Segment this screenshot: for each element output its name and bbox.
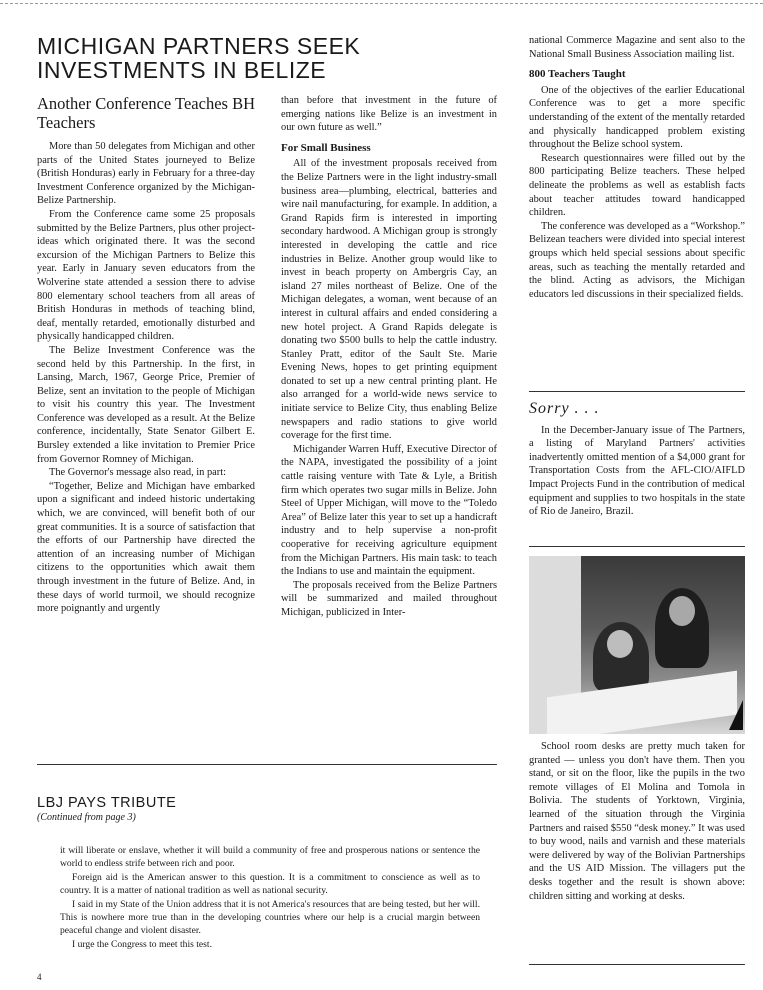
photo-corner-mark	[729, 700, 743, 730]
rule	[529, 964, 745, 965]
headline: MICHIGAN PARTNERS SEEK INVESTMENTS IN BELIZE	[37, 33, 361, 83]
paragraph: All of the investment proposals received from the Belize Partners were in the light industry-small business area—plumbing, electrical, batteries and wire nail manufacturing, for example. In addition, a Grand Rapids firm is interested in importing secondary hardwood. A Michigan group is strongly interested in developing the cattle and rice industries in Belize. Another group would like to invest in beach property on Ambergris Cay, an island 27 miles northeast of Belize. One of the Michigan delegates, a woman, went because of an interest in cultural affairs and ended considering a new hotel project. A Grand Rapids delegate is donating two $500 bulls to help the cattle industry. Stanley Pratt, editor of the Sault Ste. Marie Evening News, hopes to get printing equipment donated to set up a new central printing plant. He also arranged for a world-wide news service to initiate service to Belize City, thus enabling Belize newspapers and radio stations to give world coverage for the first time.	[281, 158, 497, 442]
paragraph: One of the objectives of the earlier Educational Conference was to get a more specific understanding of the extent of the mentally retarded and physically handicapped problem existing throughout the Belize school system.	[529, 84, 745, 151]
photo-face	[607, 630, 633, 658]
photo-face	[669, 596, 695, 626]
paragraph: From the Conference came some 25 proposals submitted by the Belize Partners, plus other project-ideas which originated there. It was the second excursion of the Michigan Partners to Belize this year. Early in January seven educators from the Wolverine state attended a session there to advise 800 elementary school teachers from all areas of British Honduras in methods of teaching blind, deaf, mentally retarded, emotionally disturbed and physically handicapped children.	[37, 208, 255, 343]
sorry-title: Sorry . . .	[529, 400, 600, 417]
rule	[529, 546, 745, 547]
top-rule	[0, 3, 763, 4]
paragraph: More than 50 delegates from Michigan and other parts of the United States journeyed to Belize (British Honduras) early in February for a three-day Investment Conference organized by the Michigan-Belize Partnership.	[37, 141, 255, 207]
subheadline: Another Conference Teaches BH Teachers	[37, 94, 255, 132]
paragraph: than before that investment in the future of emerging nations like Belize is an investment in our own future as well.”	[281, 95, 497, 134]
paragraph: The proposals received from the Belize Partners will be summarized and mailed throughout Michigan, publicized in Inter-	[281, 579, 497, 618]
column-3	[529, 34, 745, 301]
paragraph: “Together, Belize and Michigan have embarked upon a significant and indeed historic undertaking which, we are convinced, will benefit both of our great communities. It is a source of satisfaction that the efforts of our Partnership have directed the attention of an increasing number of Michigan citizens to the opportunities which await them through investment in the future of Belize. And, in these days of world turmoil, we should recognize more poignantly and urgently	[37, 480, 255, 615]
photo-classroom	[529, 556, 745, 734]
column-1	[37, 140, 255, 616]
section-heading: For Small Business	[281, 141, 371, 154]
paragraph: The conference was developed as a “Workshop.” Belizean teachers were divided into special interest groups which held special sessions about specific areas, such as teaching the mentally retarded and the blind. Acting as advisors, the Michigan educators led discussions in their specialized fields.	[529, 220, 745, 300]
section-heading: 800 Teachers Taught	[529, 68, 626, 81]
lbj-continued: (Continued from page 3)	[37, 812, 136, 823]
sorry-section	[529, 402, 745, 519]
paragraph: I urge the Congress to meet this test.	[72, 938, 212, 950]
paragraph: Research questionnaires were filled out by the 800 participating Belize teachers. These helped delineate the problems as well as establish facts about teacher attitudes toward handicapped children.	[529, 152, 745, 219]
rule	[529, 391, 745, 392]
paragraph: The Governor's message also read, in part:	[49, 467, 227, 479]
lbj-body	[60, 844, 480, 951]
lbj-title: LBJ PAYS TRIBUTE	[37, 795, 177, 811]
column-2	[281, 94, 497, 620]
paragraph: I said in my State of the Union address that it is not America's resources that are being tested, but her will. This is nowhere more true than in the developing countries where our help is a crucial margin between peaceful change and violent disaster.	[60, 898, 480, 937]
paragraph: national Commerce Magazine and sent also to the National Small Business Association mailing list.	[529, 35, 745, 60]
paragraph: Michigander Warren Huff, Executive Director of the NAPA, investigated the possibility of a joint cattle raising venture with Tate & Lyle, a British firm which operates two sugar mills in Belize. John Steel of Upper Michigan, will move to the “Toledo Area” of Belize later this year to set up a handicraft industry and to help supervise a non-profit cooperative for receiving agriculture equipment from the Michigan Partners. His main task: to teach the Indians to use and maintain the equipment.	[281, 443, 497, 578]
photo-caption	[529, 740, 745, 903]
caption-text: School room desks are pretty much taken for granted — unless you don't have them. Then you stand, or sit on the floor, like the pupils in the two remote villages of El Molina and Tomola in Bolivia. The students of Yorktown, Virginia, learned of the situation through the Virginia Partners and raised $550 “desk money.” It was used to buy wood, nails and varnish and these materials were delivered by way of the Bolivian Partnerships and the US AID Mission. The villagers put the desks together and the result is shown above: children sitting and working at desks.	[529, 741, 745, 902]
rule	[37, 764, 497, 765]
sorry-body: In the December-January issue of The Partners, a listing of Maryland Partners' activities inadvertently omitted mention of a $4,000 grant for Transportation Costs from the AFL-CIO/AIFLD Impact Projects Fund in the contribution of medical equipment and supplies to two hospitals in the state of Rio de Janeiro, Brazil.	[529, 424, 745, 518]
paragraph: Foreign aid is the American answer to this question. It is a commitment to conscience as well as to country. It is a matter of national tradition as well as national security.	[60, 871, 480, 897]
paragraph: The Belize Investment Conference was the second held by this Partnership. In the first, in Lansing, March, 1967, George Price, Premier of Belize, sent an invitation to the people of Michigan to visit his country this year. The Investment Conference was developed as a result. At the Belize conference, incidentally, State Senator Gilbert E. Bursley extended a like invitation to Premier Price from Governor Romney of Michigan.	[37, 344, 255, 465]
page-number: 4	[37, 972, 42, 982]
paragraph: it will liberate or enslave, whether it will build a community of free and prosperous nations or sentence the world to endless strife between rich and poor.	[60, 845, 480, 870]
